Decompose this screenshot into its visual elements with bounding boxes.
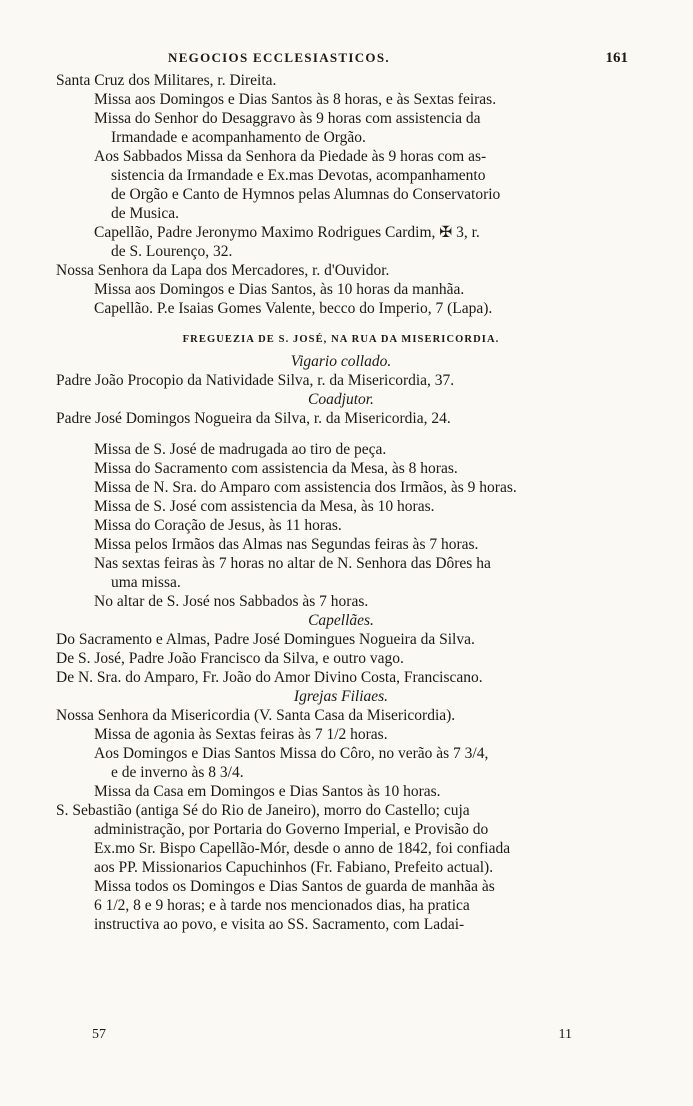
capellao-line: De N. Sra. do Amparo, Fr. João do Amor Divino Costa, Franciscano. [56, 669, 483, 686]
church-entry: Santa Cruz dos Militares, r. Direita. [56, 72, 277, 89]
text-line: Padre João Procopio da Natividade Silva, r. da Misericordia, 37. [56, 372, 455, 389]
footer-number: 11 [558, 1027, 572, 1042]
subheading: Capellães. [308, 612, 374, 629]
text-line: 6 1/2, 8 e 9 horas; e à tarde nos mencionados dias, ha pratica [94, 897, 470, 914]
text-line: Ex.mo Sr. Bispo Capellão-Mór, desde o anno de 1842, foi confiada [94, 840, 511, 857]
text-line: administração, por Portaria do Governo Imperial, e Provisão do [94, 821, 489, 838]
signature-mark: 57 [92, 1027, 106, 1042]
text-line: de Musica. [111, 205, 180, 222]
text-line: Padre José Domingos Nogueira da Silva, r. da Misericordia, 24. [56, 410, 451, 427]
text-line: instructiva ao povo, e visita ao SS. Sacramento, com Ladai- [94, 916, 465, 933]
text-line: Missa do Senhor do Desaggravo às 9 horas com assistencia da [94, 110, 481, 127]
church-entry: Nossa Senhora da Lapa dos Mercadores, r. d'Ouvidor. [56, 262, 390, 279]
text-line: Aos Sabbados Missa da Senhora da Piedade às 9 horas com as- [94, 148, 487, 165]
mass-line: Missa de S. José de madrugada ao tiro de peça. [94, 441, 387, 458]
mass-line: Missa do Coração de Jesus, às 11 horas. [94, 517, 342, 534]
mass-line: Nas sextas feiras às 7 horas no altar de N. Senhora das Dôres ha [94, 555, 491, 572]
text-line: Missa todos os Domingos e Dias Santos de guarda de manhãa às [94, 878, 495, 895]
running-header [168, 50, 628, 66]
text-line: Irmandade e acompanhamento de Orgão. [111, 129, 366, 146]
text-line: Missa aos Domingos e Dias Santos às 8 horas, e às Sextas feiras. [94, 91, 497, 108]
capellao-line: Capellão, Padre Jeronymo Maximo Rodrigues Cardim, ✠ 3, r. [94, 224, 480, 241]
capellao-line: Capellão. P.e Isaias Gomes Valente, becco do Imperio, 7 (Lapa). [94, 300, 493, 317]
text-line: e de inverno às 8 3/4. [111, 764, 244, 781]
capellao-line: De S. José, Padre João Francisco da Silva, e outro vago. [56, 650, 404, 667]
text-line: Missa aos Domingos e Dias Santos, às 10 horas da manhãa. [94, 281, 465, 298]
mass-line: Missa pelos Irmãos das Almas nas Segundas feiras às 7 horas. [94, 536, 479, 553]
text-line: Aos Domingos e Dias Santos Missa do Côro, no verão às 7 3/4, [94, 745, 489, 762]
text-line: de Orgão e Canto de Hymnos pelas Alumnas do Conservatorio [111, 186, 501, 203]
text-line: Missa de agonia às Sextas feiras às 7 1/2 horas. [94, 726, 388, 743]
page-body [56, 72, 626, 935]
mass-line: Missa de S. José com assistencia da Mesa, às 10 horas. [94, 498, 435, 515]
text-line: aos PP. Missionarios Capuchinhos (Fr. Fabiano, Prefeito actual). [94, 859, 494, 876]
section-heading: FREGUEZIA DE S. JOSÉ, NA RUA DA MISERICORDIA. [182, 334, 500, 345]
subheading: Vigario collado. [290, 353, 392, 370]
text-line: Missa da Casa em Domingos e Dias Santos às 10 horas. [94, 783, 441, 800]
page-footer [92, 1027, 572, 1043]
mass-line: Missa de N. Sra. do Amparo com assistencia dos Irmãos, às 9 horas. [94, 479, 517, 496]
subheading: Igrejas Filiaes. [293, 688, 389, 705]
text-line: sistencia da Irmandade e Ex.mas Devotas, acompanhamento [111, 167, 486, 184]
text-line: de S. Lourenço, 32. [111, 243, 233, 260]
church-entry: Nossa Senhora da Misericordia (V. Santa Casa da Misericordia). [56, 707, 456, 724]
mass-line: Missa do Sacramento com assistencia da Mesa, às 8 horas. [94, 460, 458, 477]
church-entry: S. Sebastião (antiga Sé do Rio de Janeiro), morro do Castello; cuja [56, 802, 470, 819]
capellao-line: Do Sacramento e Almas, Padre José Domingues Nogueira da Silva. [56, 631, 475, 648]
header-title: NEGOCIOS ECCLESIASTICOS. [168, 50, 390, 65]
subheading: Coadjutor. [308, 391, 374, 408]
mass-line: No altar de S. José nos Sabbados às 7 horas. [94, 593, 369, 610]
mass-line: uma missa. [111, 574, 181, 591]
page-number: 161 [605, 50, 628, 66]
